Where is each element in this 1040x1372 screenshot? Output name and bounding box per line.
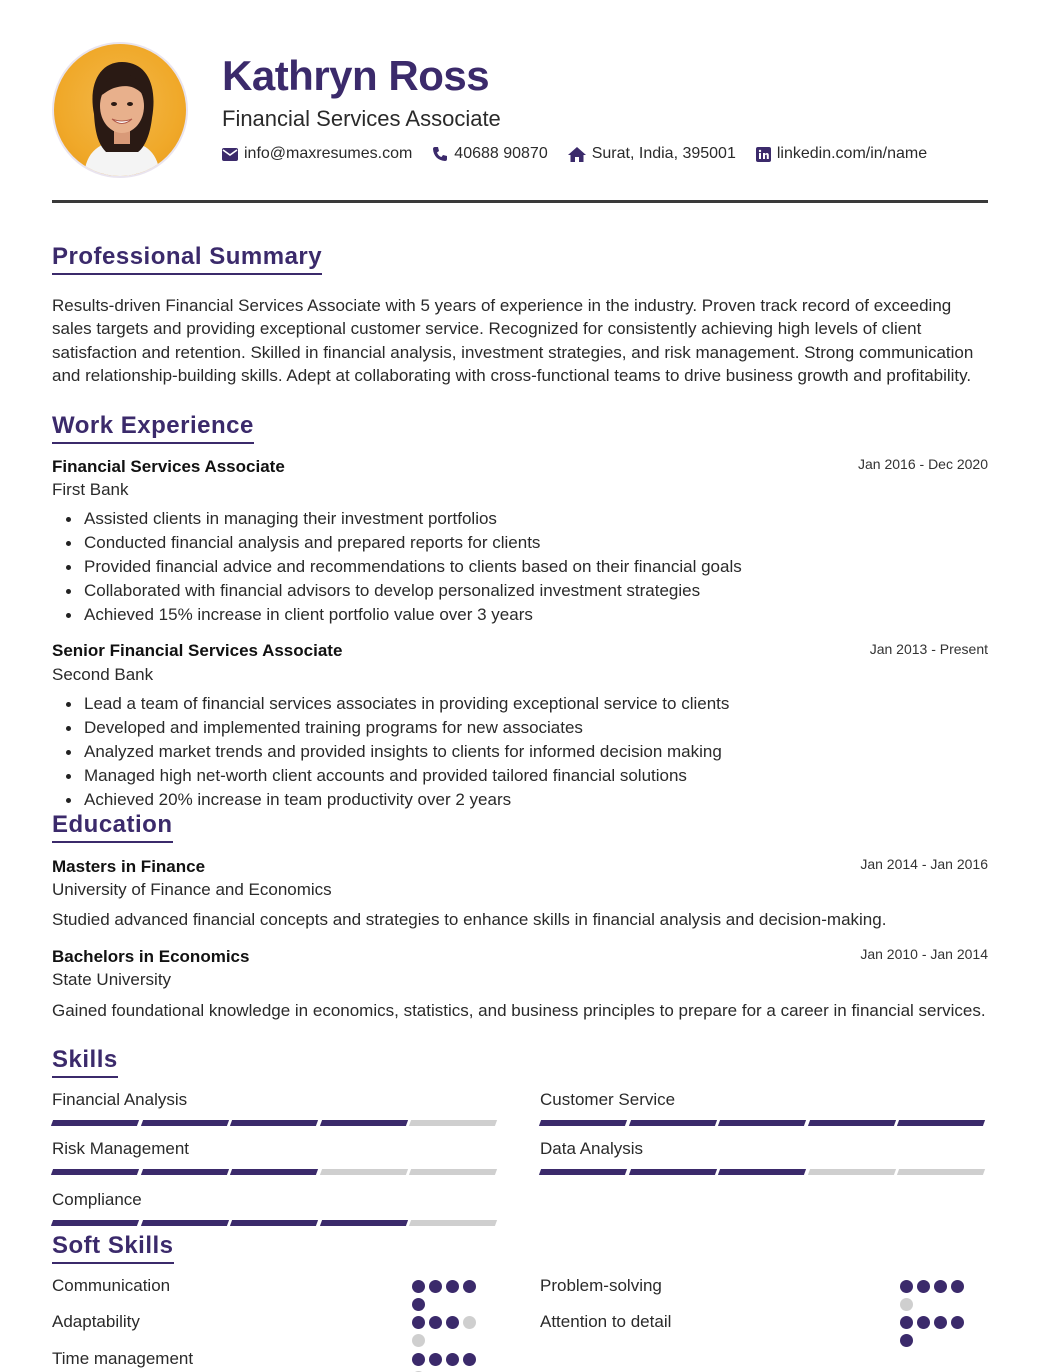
skill-level-bar [52,1220,500,1226]
job-title: Financial Services Associate [52,457,285,476]
rating-dot [900,1334,913,1347]
rating-dot [412,1353,425,1366]
rating-dot [412,1280,425,1293]
skill-level-segment [409,1220,497,1226]
rating-dot [446,1280,459,1293]
skill-level-segment [320,1169,408,1175]
soft-skill-item [52,1349,502,1372]
job-organization: Second Bank [52,665,154,684]
rating-dot [934,1316,947,1329]
soft-skill-rating [412,1280,492,1316]
rating-dot [917,1280,930,1293]
list-item: Analyzed market trends and provided insights to clients for informed decision making [62,740,982,764]
skill-level-segment [409,1120,497,1126]
skill-level-bar [52,1169,500,1175]
skill-level-segment [51,1120,139,1126]
skill-level-bar [540,1169,988,1175]
school-name: University of Finance and Economics [52,880,332,899]
envelope-icon [222,148,238,161]
rating-dot [412,1316,425,1329]
list-item: Provided financial advice and recommendations to clients based on their financial goals [62,555,982,579]
job-dates: Jan 2016 - Dec 2020 [858,456,988,472]
rating-dot [951,1316,964,1329]
profile-photo [54,44,188,178]
home-icon [568,147,586,162]
skill-name: Risk Management [52,1139,190,1158]
skill-item [540,1139,988,1175]
education-dates: Jan 2010 - Jan 2014 [860,946,988,962]
section-heading-summary: Professional Summary [52,243,322,275]
skill-level-segment [230,1120,318,1126]
rating-dot [934,1280,947,1293]
skill-level-segment [230,1169,318,1175]
rating-dot [429,1353,442,1366]
school-name: State University [52,970,172,989]
skill-level-segment [51,1169,139,1175]
rating-dot [412,1298,425,1311]
soft-skill-item [540,1276,990,1306]
soft-skill-name: Adaptability [52,1312,140,1331]
skill-level-bar [540,1120,988,1126]
education-description: Gained foundational knowledge in economics, statistics, and business principles to prepare for a career in financial services. [52,1001,986,1020]
contact-phone-text: 40688 90870 [454,145,548,162]
skill-level-segment [230,1220,318,1226]
soft-skill-name: Problem-solving [540,1276,662,1295]
rating-dot [951,1280,964,1293]
soft-skill-name: Communication [52,1276,171,1295]
resume-header [52,42,988,204]
job-bullet-list [62,692,982,812]
rating-dot [446,1353,459,1366]
skill-name: Compliance [52,1190,142,1209]
skill-level-segment [629,1120,717,1126]
skill-item [52,1139,500,1175]
skill-item [52,1090,500,1126]
list-item: Conducted financial analysis and prepared reports for clients [62,531,982,555]
contact-phone[interactable] [432,145,547,163]
contact-location [568,145,736,163]
rating-dot [463,1316,476,1329]
contact-location-text: Surat, India, 395001 [591,145,736,162]
skill-item [52,1190,500,1226]
soft-skill-name: Time management [52,1349,194,1368]
rating-dot [429,1280,442,1293]
skill-level-segment [718,1169,806,1175]
job-title: Senior Financial Services Associate [52,641,343,660]
skill-level-segment [320,1220,408,1226]
job-organization: First Bank [52,480,129,499]
soft-skill-rating [900,1316,980,1352]
list-item: Assisted clients in managing their investment portfolios [62,507,982,531]
soft-skill-item [540,1312,990,1342]
list-item: Achieved 15% increase in client portfolio value over 3 years [62,603,982,627]
section-heading-skills: Skills [52,1046,118,1078]
summary-text: Results-driven Financial Services Associate with 5 years of experience in the industry. Proven track record of exceeding sales targets and providing exceptional customer service. Recognized for consistently achieving high levels of client satisfaction and retention. Skilled in financial analysis, investment strategies, and risk management. Strong communication and relationship-building skills. Adept at collaborating with cross-functional teams to drive business growth and profitability. [52,296,974,386]
skill-name: Customer Service [540,1090,676,1109]
candidate-title: Financial Services Associate [222,106,501,131]
section-heading-experience: Work Experience [52,412,254,444]
skill-level-segment [409,1169,497,1175]
rating-dot [900,1280,913,1293]
soft-skill-name: Attention to detail [540,1312,672,1331]
contact-email[interactable] [222,145,412,163]
job-dates: Jan 2013 - Present [869,641,988,657]
skill-level-segment [808,1169,896,1175]
skill-level-segment [539,1120,627,1126]
header-divider [52,200,988,203]
rating-dot [917,1316,930,1329]
skill-level-segment [51,1220,139,1226]
skill-item [540,1090,988,1126]
skill-level-segment [141,1120,229,1126]
rating-dot [900,1298,913,1311]
rating-dot [446,1316,459,1329]
soft-skill-rating [412,1316,492,1352]
list-item: Managed high net-worth client accounts and provided tailored financial solutions [62,764,982,788]
soft-skill-rating [412,1353,492,1372]
skill-level-segment [897,1169,985,1175]
rating-dot [429,1316,442,1329]
list-item: Collaborated with financial advisors to develop personalized investment strategies [62,579,982,603]
skill-level-segment [141,1169,229,1175]
contact-email-text: info@maxresumes.com [244,145,413,162]
soft-skill-rating [900,1280,980,1316]
skill-level-segment [141,1220,229,1226]
degree-title: Bachelors in Economics [52,947,250,966]
list-item: Achieved 20% increase in team productivity over 2 years [62,788,982,812]
education-dates: Jan 2014 - Jan 2016 [860,856,988,872]
candidate-name: Kathryn Ross [222,52,490,99]
section-heading-soft-skills: Soft Skills [52,1232,174,1264]
skill-name: Data Analysis [540,1139,643,1158]
rating-dot [463,1353,476,1366]
rating-dot [463,1280,476,1293]
soft-skill-item [52,1312,502,1342]
rating-dot [900,1316,913,1329]
linkedin-icon [756,147,771,162]
list-item: Developed and implemented training programs for new associates [62,716,982,740]
skill-level-segment [629,1169,717,1175]
skill-name: Financial Analysis [52,1090,188,1109]
contact-row [222,145,947,163]
skill-level-segment [320,1120,408,1126]
contact-linkedin-text: linkedin.com/in/name [776,145,928,162]
list-item: Lead a team of financial services associates in providing exceptional service to clients [62,692,982,716]
education-description: Studied advanced financial concepts and strategies to enhance skills in financial analysis and decision-making. [52,910,887,929]
soft-skill-item [52,1276,502,1306]
skill-level-bar [52,1120,500,1126]
skill-level-segment [718,1120,806,1126]
contact-linkedin[interactable] [756,145,927,163]
skill-level-segment [539,1169,627,1175]
degree-title: Masters in Finance [52,857,206,876]
avatar [52,42,188,178]
skill-level-segment [897,1120,985,1126]
phone-icon [432,146,448,162]
rating-dot [412,1334,425,1347]
skill-level-segment [808,1120,896,1126]
job-bullet-list [62,507,982,627]
section-heading-education: Education [52,811,173,843]
